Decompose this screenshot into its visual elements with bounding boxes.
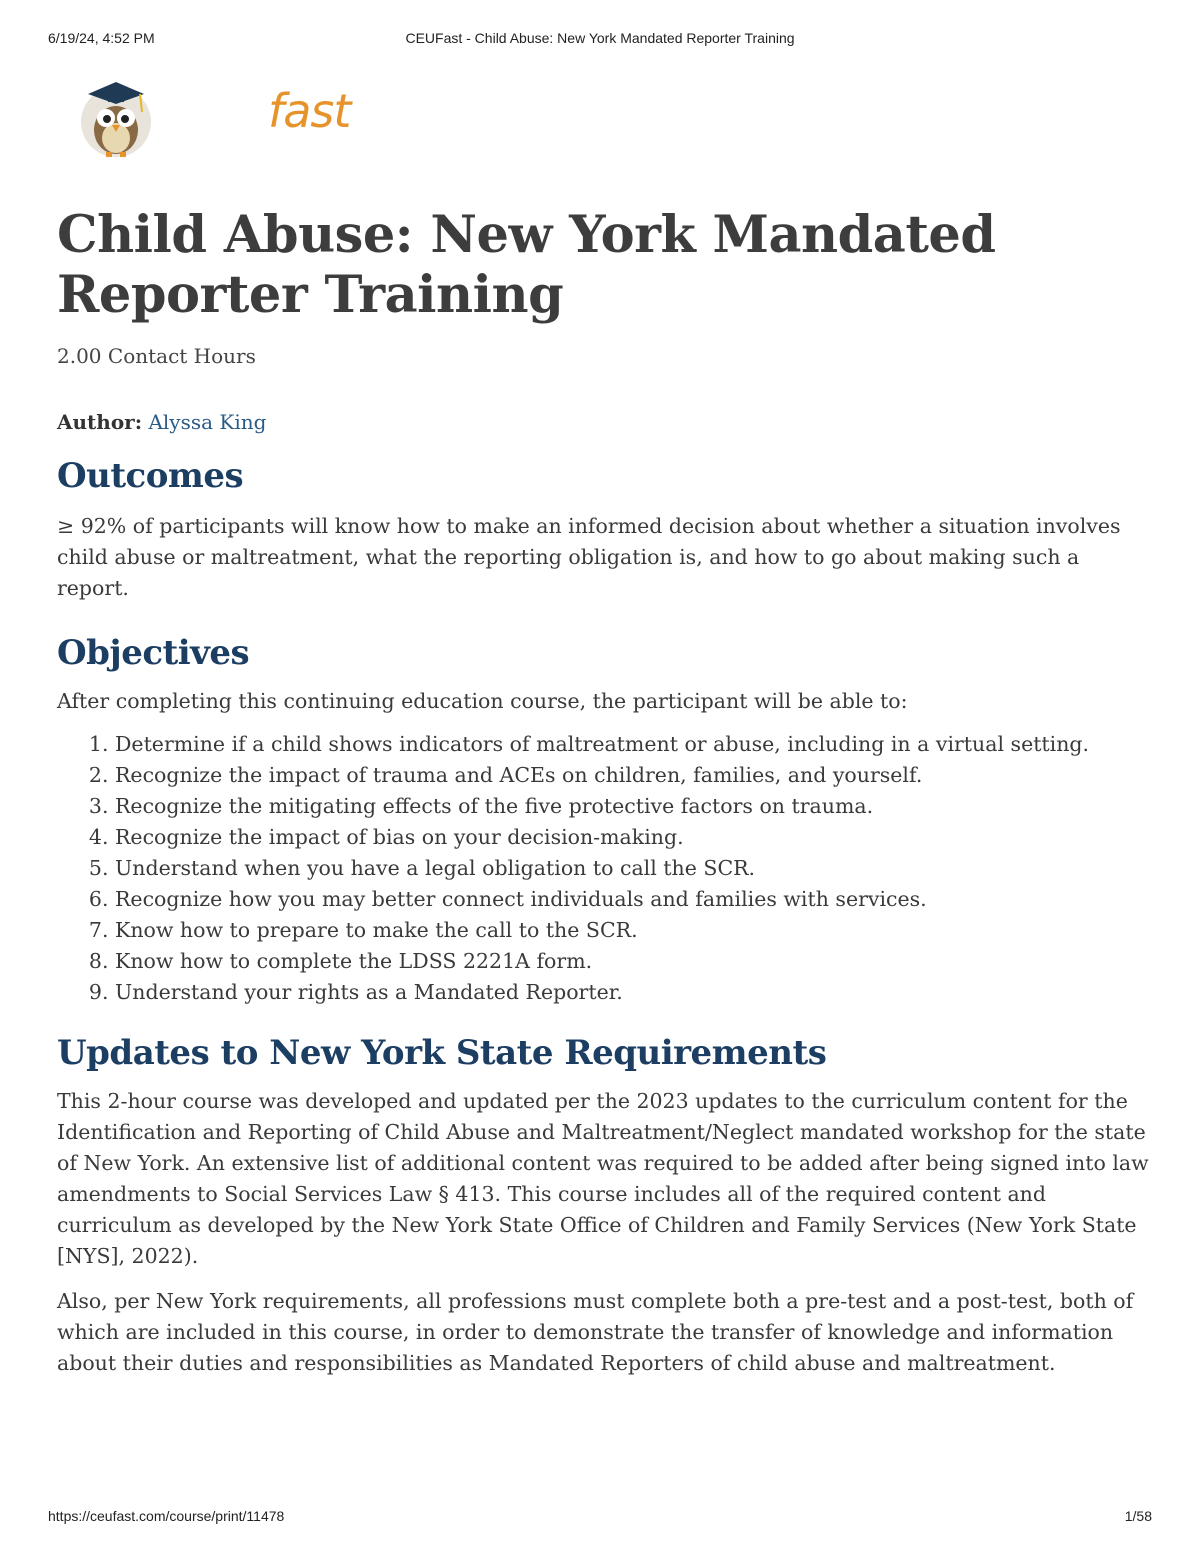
list-item: 8. Know how to complete the LDSS 2221A form. xyxy=(115,946,1157,977)
objectives-heading: Objectives xyxy=(57,633,250,673)
print-footer xyxy=(48,1508,1152,1528)
contact-hours: 2.00 Contact Hours xyxy=(57,344,256,368)
updates-paragraph-1: This 2-hour course was developed and updated per the 2023 updates to the curriculum content for the Identification and Reporting of Child Abuse and Maltreatment/Neglect mandated workshop for the state of New York. An extensive list of additional content was required to be added after being signed into law amendments to Social Services Law § 413. This course includes all of the required content and curriculum as developed by the New York State Office of Children and Family Services (New York State [NYS], 2022). xyxy=(57,1089,1149,1268)
page-number: 1/58 xyxy=(1124,1508,1152,1524)
list-item: 1. Determine if a child shows indicators of maltreatment or abuse, including in a virtual setting. xyxy=(115,729,1157,760)
print-url[interactable]: https://ceufast.com/course/print/11478 xyxy=(48,1508,285,1524)
objectives-list xyxy=(57,729,1157,1008)
author-label: Author: xyxy=(57,410,143,434)
owl-graduate-icon xyxy=(78,80,154,158)
list-item: 9. Understand your rights as a Mandated Reporter. xyxy=(115,977,1157,1008)
print-datetime: 6/19/24, 4:52 PM xyxy=(48,30,155,46)
list-item: 4. Recognize the impact of bias on your decision-making. xyxy=(115,822,1157,853)
print-title: CEUFast - Child Abuse: New York Mandated Reporter Training xyxy=(405,30,795,46)
author-link[interactable]: Alyssa King xyxy=(148,410,267,434)
outcomes-heading: Outcomes xyxy=(57,456,244,496)
logo-wordmark: fast xyxy=(268,84,351,138)
objectives-intro: After completing this continuing education course, the participant will be able to: xyxy=(57,689,908,713)
ceufast-logo[interactable] xyxy=(78,80,378,160)
list-item: 6. Recognize how you may better connect individuals and families with services. xyxy=(115,884,1157,915)
updates-paragraph-2: Also, per New York requirements, all professions must complete both a pre-test and a post-test, both of which are included in this course, in order to demonstrate the transfer of knowledge and information about their duties and responsibilities as Mandated Reporters of child abuse and maltreatment. xyxy=(57,1289,1134,1375)
list-item: 3. Recognize the mitigating effects of the five protective factors on trauma. xyxy=(115,791,1157,822)
list-item: 2. Recognize the impact of trauma and ACEs on children, families, and yourself. xyxy=(115,760,1157,791)
print-header xyxy=(48,30,1152,50)
course-title: Child Abuse: New York Mandated Reporter Training xyxy=(57,205,996,325)
list-item: 5. Understand when you have a legal obligation to call the SCR. xyxy=(115,853,1157,884)
updates-heading: Updates to New York State Requirements xyxy=(57,1033,827,1073)
outcomes-text: ≥ 92% of participants will know how to make an informed decision about whether a situation involves child abuse or maltreatment, what the reporting obligation is, and how to go about making such a report. xyxy=(57,514,1121,600)
course-content xyxy=(57,205,1157,1379)
author-line xyxy=(57,409,1157,435)
list-item: 7. Know how to prepare to make the call to the SCR. xyxy=(115,915,1157,946)
